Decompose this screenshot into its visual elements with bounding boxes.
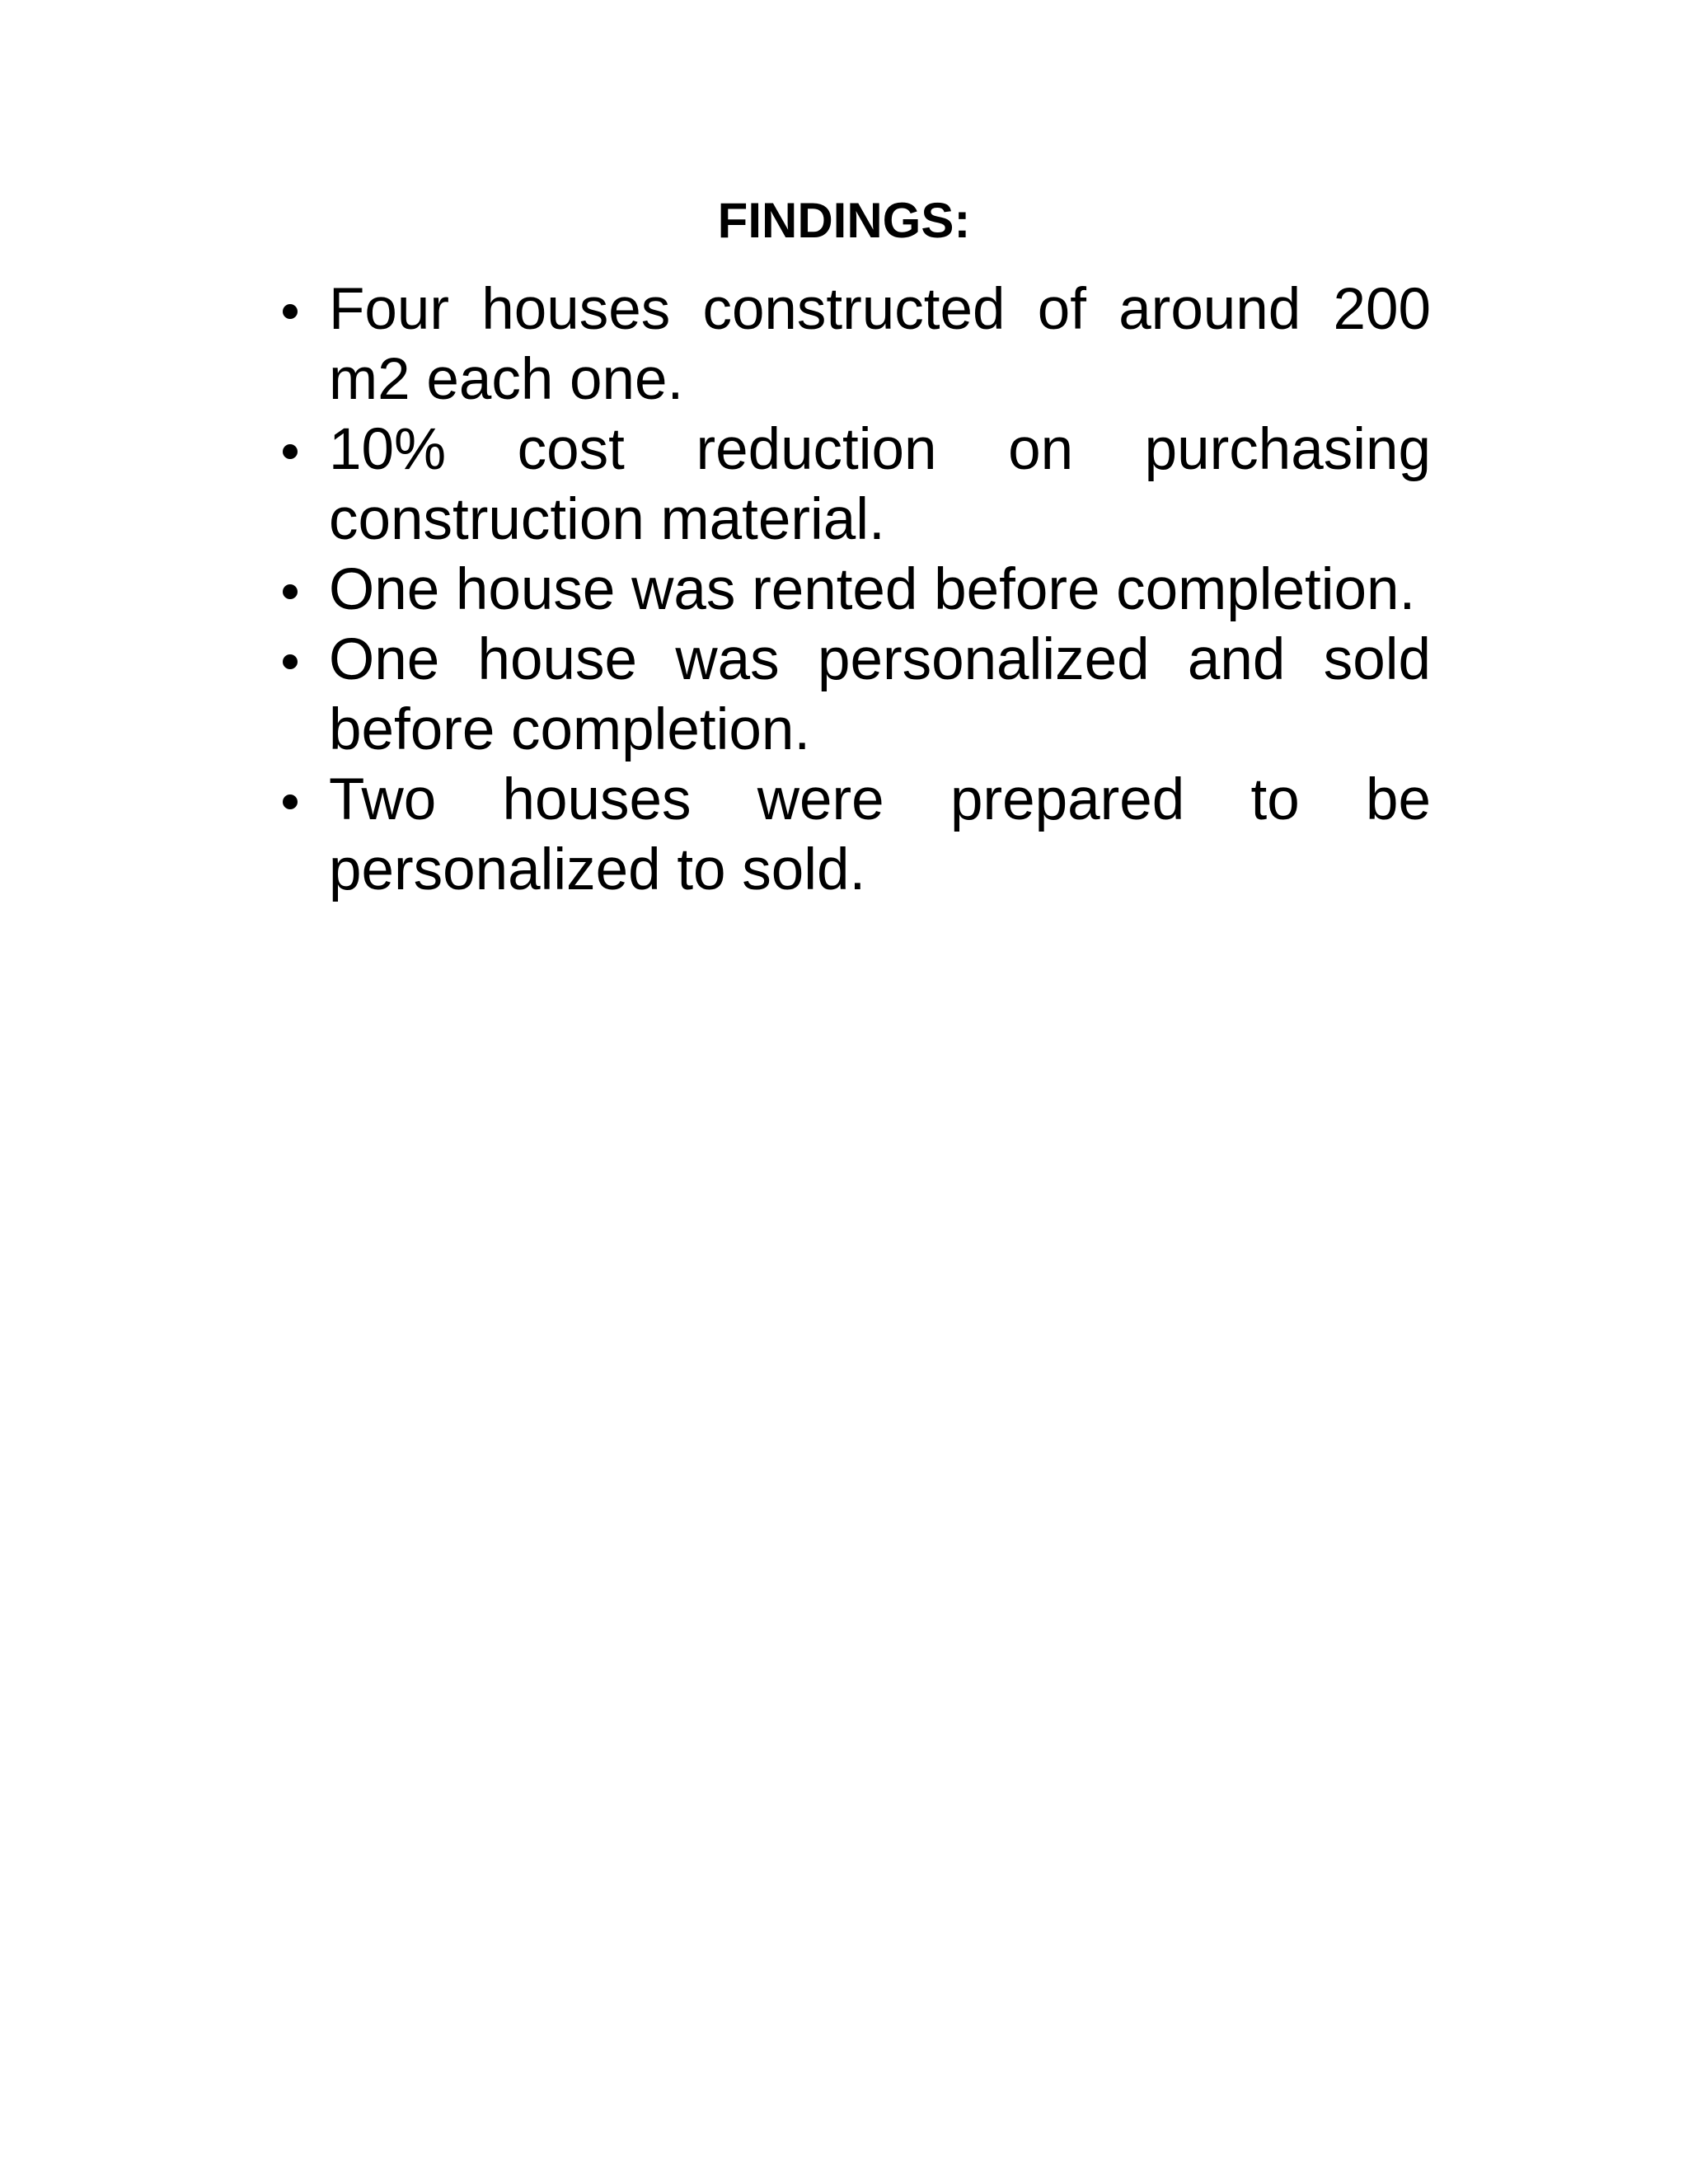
list-item — [329, 415, 1431, 555]
list-item — [329, 625, 1431, 765]
page-title: FINDINGS: — [717, 193, 971, 248]
bullet-icon — [283, 444, 298, 459]
findings-list — [329, 274, 1431, 905]
list-item — [329, 274, 1431, 415]
finding-text: One house was personalized and sold before completion. — [329, 627, 1431, 762]
list-item — [329, 555, 1431, 625]
finding-text: Four houses constructed of around 200 m2 each one. — [329, 277, 1431, 412]
finding-text: One house was rented before completion. — [329, 557, 1416, 622]
bullet-icon — [283, 794, 298, 809]
bullet-icon — [283, 304, 298, 319]
finding-text: 10% cost reduction on purchasing construction material. — [329, 417, 1431, 552]
bullet-icon — [283, 584, 298, 599]
list-item — [329, 765, 1431, 905]
finding-text: Two houses were prepared to be personalized to sold. — [329, 767, 1431, 902]
bullet-icon — [283, 654, 298, 669]
